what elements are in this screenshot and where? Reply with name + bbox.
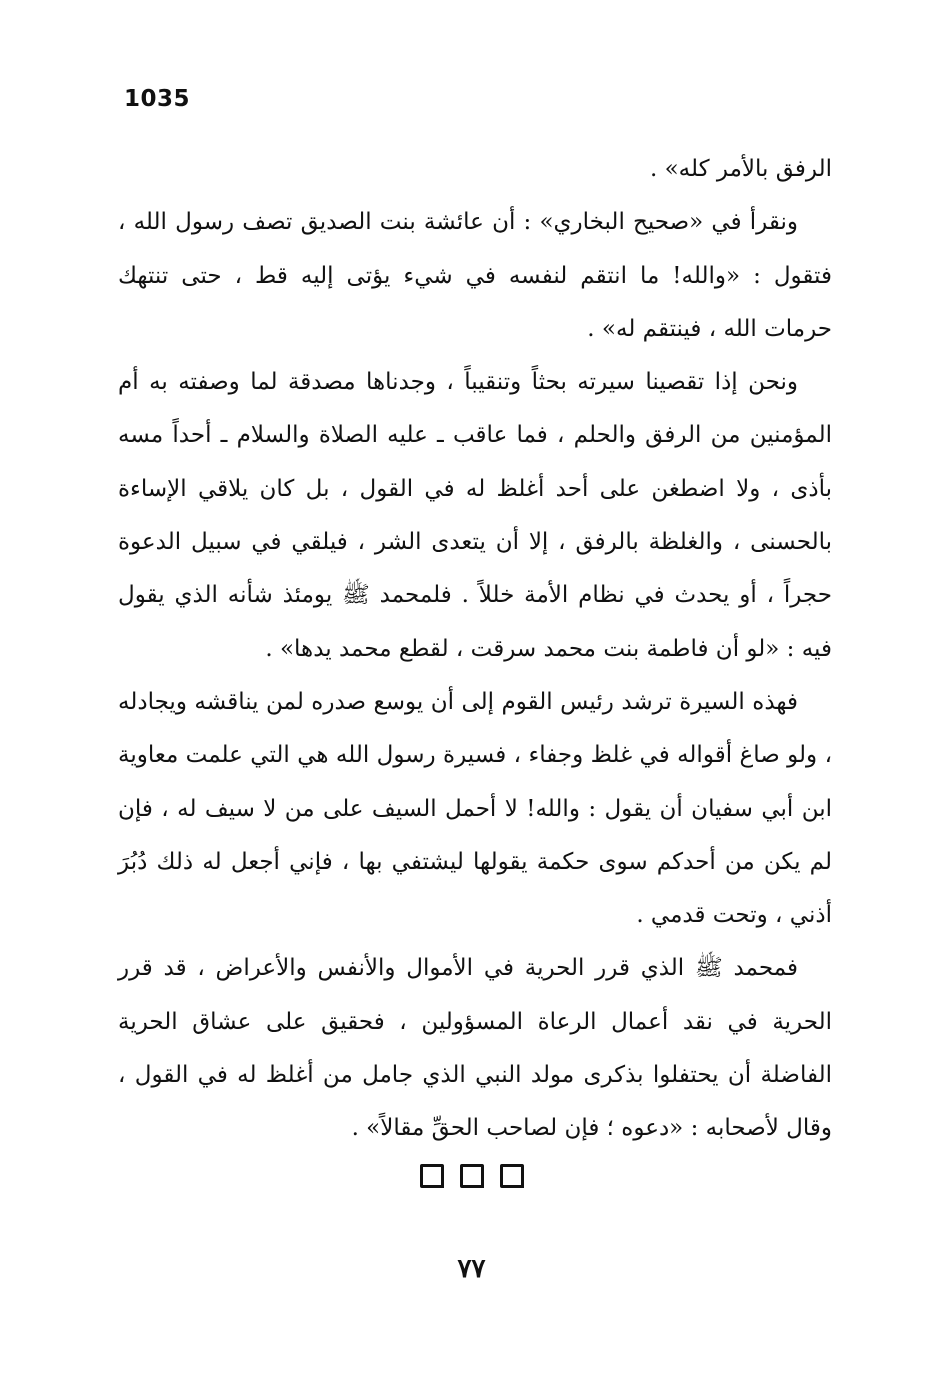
square-ornament-icon (460, 1164, 484, 1188)
page-number-bottom: ٧٧ (457, 1254, 486, 1284)
three-squares-separator-icon (420, 1164, 524, 1190)
paragraph: ونقرأ في «صحيح البخاري» : أن عائشة بنت الصديق تصف رسول الله ، فتقول : «والله! ما انتقم لنفسه في شيء يؤتى إليه قط ، حتى تنتهك حرمات الله ، فينتقم له» . (118, 209, 832, 342)
article-body (118, 143, 832, 1156)
page-number-top: 1035 (124, 86, 191, 112)
paragraph: الرفق بالأمر كله» . (649, 156, 832, 182)
paragraph: ونحن إذا تقصينا سيرته بحثاً وتنقيباً ، وجدناها مصدقة لما وصفته به أم المؤمنين من الرفق والحلم ، فما عاقب ـ عليه الصلاة والسلام ـ أحداً مسه بأذى ، ولا اضطغن على أحد أغلظ له في القول ، بل كان يلاقي الإساءة بالحسنى ، والغلظة بالرفق ، إلا أن يتعدى الشر ، فيلقي في سبيل الدعوة حجراً ، أو يحدث في نظام الأمة خللاً . فلمحمد ﷺ يومئذ شأنه الذي يقول فيه : «لو أن فاطمة بنت محمد سرقت ، لقطع محمد يدها» . (118, 369, 832, 662)
square-ornament-icon (420, 1164, 444, 1188)
paragraph: فهذه السيرة ترشد رئيس القوم إلى أن يوسع صدره لمن يناقشه ويجادله ، ولو صاغ أقواله في غلظ وجفاء ، فسيرة رسول الله هي التي علمت معاوية ابن أبي سفيان أن يقول : والله! لا أحمل السيف على من لا سيف له ، فإن لم يكن من أحدكم سوى حكمة يقولها ليشتفي بها ، فإني أجعل له ذلك دُبُرَ أذني ، وتحت قدمي . (118, 688, 832, 929)
paragraph: فمحمد ﷺ الذي قرر الحرية في الأموال والأنفس والأعراض ، قد قرر الحرية في نقد أعمال الرعاة المسؤولين ، فحقيق على عشاق الحرية الفاضلة أن يحتفلوا بذكرى مولد النبي الذي جامل من أغلظ له في القول ، وقال لأصحابه : «دعوه ؛ فإن لصاحب الحقِّ مقالاً» . (118, 955, 832, 1142)
square-ornament-icon (500, 1164, 524, 1188)
